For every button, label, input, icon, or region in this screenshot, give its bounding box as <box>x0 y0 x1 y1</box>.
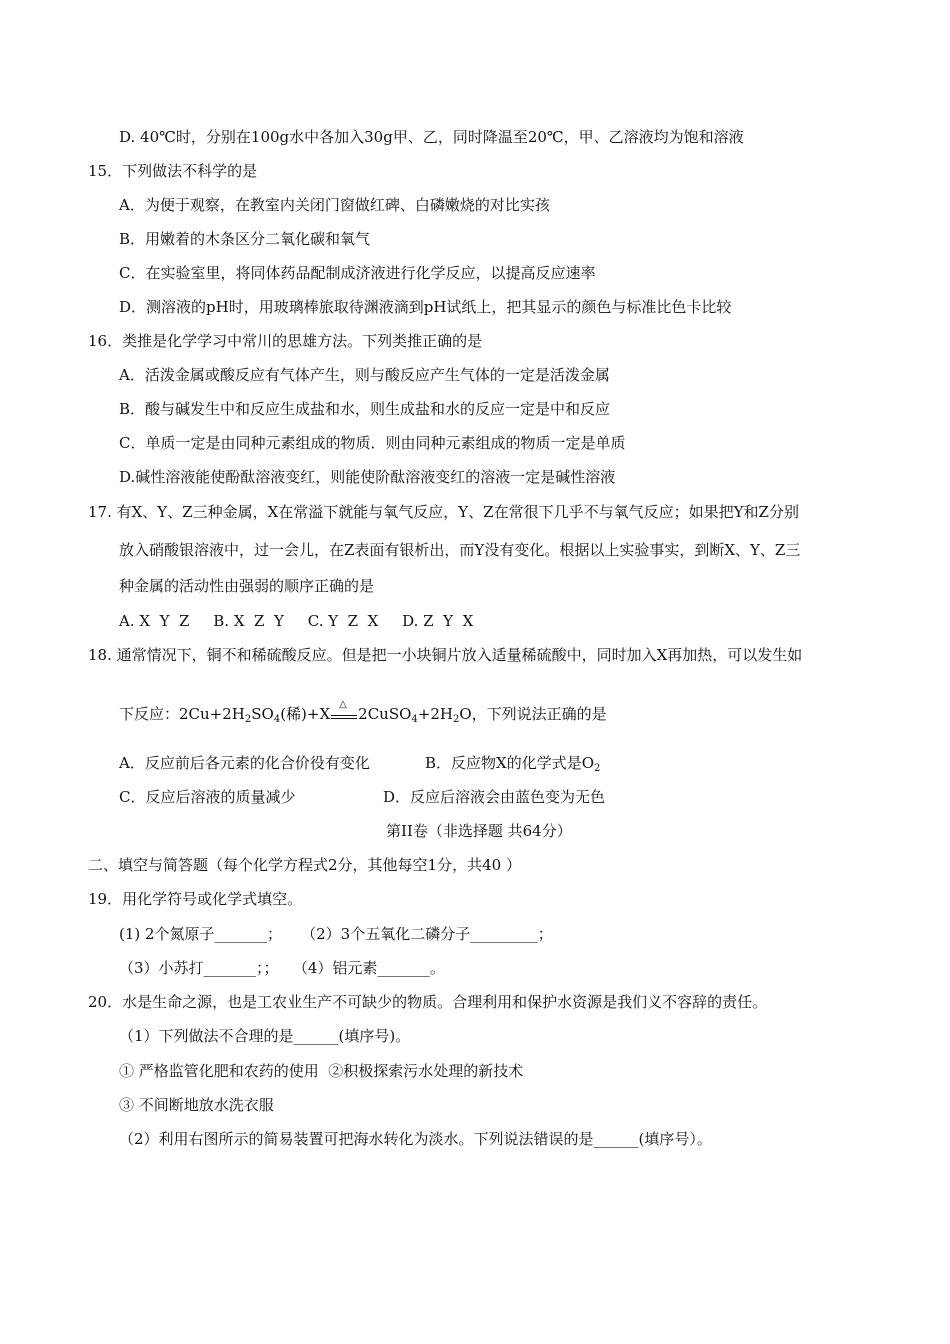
q17-line-3: 种金属的活动性由强弱的顺序正确的是 <box>119 577 375 595</box>
q18-option-c: C．反应后溶液的质量减少 <box>119 788 296 806</box>
q16-option-c: C．单质一定是由同种元素组成的物质．则由同种元素组成的物质一定是单质 <box>119 434 626 452</box>
q17-line-1: 17. 有X、Y、Z三种金属，X在常溢下就能与氧气反应，Y、Z在常很下几乎不与氧气反应；如果把Y和Z分别 <box>88 503 799 521</box>
q16-option-d: D.碱性溶液能使酚酞溶液变红，则能使阶酞溶液变红的溶液一定是碱性溶液 <box>119 468 616 486</box>
q18-option-d: D．反应后溶液会由蓝色变为无色 <box>383 788 606 806</box>
q20-stem: 20．水是生命之源，也是工农业生产不可缺少的物质。合理利用和保护水资源是我们义不容辞的责任。 <box>88 993 768 1011</box>
q16-option-a: A．活泼金属或酸反应有气体产生，则与酸反应产生气体的一定是活泼金属 <box>119 366 610 384</box>
q18-option-b: B．反应物X的化学式是$O_2$ <box>425 754 601 774</box>
q15-option-a: A．为便于观察，在教室内关闭门窗做红碑、白磷嫩烧的对比实孩 <box>119 196 550 214</box>
q18-line-1: 18. 通常情况下，铜不和稀硫酸反应。但是把一小块铜片放入适量稀硫酸中，同时加入X再加热，可以发生如 <box>88 646 803 664</box>
q16-stem: 16．类推是化学学习中常川的思雄方法。下列类推正确的是 <box>88 332 483 350</box>
q15-option-c: C．在实验室里，将同体药品配制成济液进行化学反应，以提高反应速率 <box>119 264 596 282</box>
q20-sub-1: （1）下列做法不合理的是______(填序号)。 <box>119 1027 411 1045</box>
q20-sub-2: （2）利用右图所示的简易装置可把海水转化为淡水。下列说法错误的是______(填序号）。 <box>119 1130 712 1148</box>
q15-option-d: D．测溶液的pH时，用玻璃棒旅取待渊液滴到pH试纸上，把其显示的颜色与标准比色卡比较 <box>119 298 732 316</box>
q15-stem: 15．下列做法不科学的是 <box>88 162 258 180</box>
q20-option-3: ③ 不间断地放水洗衣服 <box>119 1096 274 1114</box>
q18-option-a: A．反应前后各元素的化合价役有变化 <box>119 754 370 772</box>
section-2-title: 第II卷（非选择题 共64分） <box>386 822 572 840</box>
q20-options-1-2: ① 严格监管化肥和农药的使用 ②积极探索污水处理的新技术 <box>119 1062 524 1080</box>
q16-option-b: B．酸与碱发生中和反应生成盐和水，则生成盐和水的反应一定是中和反应 <box>119 400 611 418</box>
q17-line-2: 放入硝酸银溶液中，过一会儿，在Z表面有银析出，而Y没有变化。根据以上实验事实，到断X、Y、Z三 <box>119 541 801 559</box>
section-2-header: 二、填空与简答题（每个化学方程式2分，其他每空1分，共40 ） <box>88 856 521 874</box>
q19-row-1: (1) 2个氮原子_______； （2）3个五氧化二磷分子_________； <box>119 925 553 943</box>
q17-options: A. X Y Z B. X Z Y C. Y Z X D. Z Y X <box>119 612 474 630</box>
q19-row-2: （3）小苏打_______；； （4）铝元素_______。 <box>119 959 445 977</box>
q14-option-d: D. 40℃时，分别在100g水中各加入30g甲、乙，同时降温至20℃，甲、乙溶液均为饱和溶液 <box>119 128 744 146</box>
heat-equals-sign <box>330 699 358 724</box>
heat-triangle-icon: △ <box>339 699 347 710</box>
q19-stem: 19．用化学符号或化学式填空。 <box>88 890 303 908</box>
q18-equation: 下反应：$2Cu+2H_2SO_4$(稀)+X △ $2CuSO_4+2H_2O$，下列说法正确的是 <box>119 699 607 725</box>
q15-option-b: B．用嫩着的木条区分二氧化碳和氧气 <box>119 230 371 248</box>
